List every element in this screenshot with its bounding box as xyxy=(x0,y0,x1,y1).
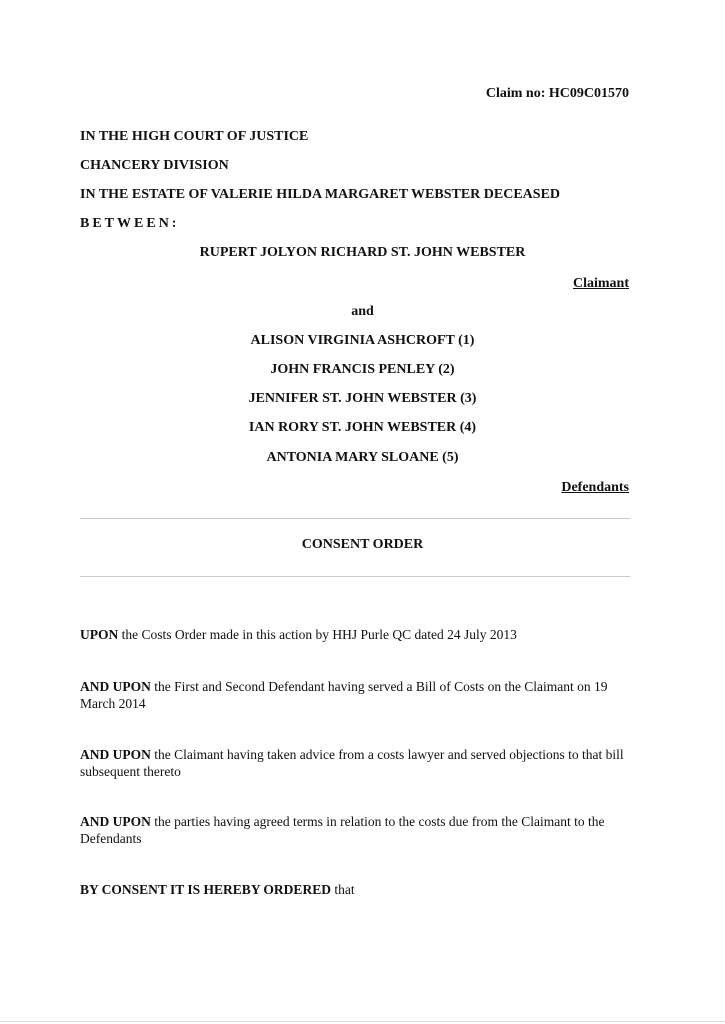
defendant-name: JENNIFER ST. JOHN WEBSTER (3) xyxy=(248,391,477,406)
claimant-role: Claimant xyxy=(573,276,629,291)
order-title: CONSENT ORDER xyxy=(301,537,424,552)
recital-text: the First and Second Defendant having served a Bill of Costs on the Claimant on 19 March 2014 xyxy=(80,679,608,711)
divider-top xyxy=(80,518,630,519)
order-lead: BY CONSENT IT IS HEREBY ORDERED xyxy=(80,882,331,897)
recital-text: the parties having agreed terms in relation to the costs due from the Claimant to the Defendants xyxy=(80,814,605,846)
estate-title: IN THE ESTATE OF VALERIE HILDA MARGARET WEBSTER DECEASED xyxy=(80,187,561,202)
defendants-role: Defendants xyxy=(561,480,629,495)
between-label: BETWEEN: xyxy=(80,216,180,231)
court-name: IN THE HIGH COURT OF JUSTICE xyxy=(80,129,309,144)
recital-text: the Costs Order made in this action by HHJ Purle QC dated 24 July 2013 xyxy=(118,627,517,642)
recital-lead: AND UPON xyxy=(80,747,151,762)
defendant-name: ALISON VIRGINIA ASHCROFT (1) xyxy=(250,333,475,348)
recital-text: the Claimant having taken advice from a costs lawyer and served objections to that bill subsequent thereto xyxy=(80,747,624,779)
recital-lead: AND UPON xyxy=(80,679,151,694)
page-bottom-edge xyxy=(0,1021,725,1022)
claimant-name: RUPERT JOLYON RICHARD ST. JOHN WEBSTER xyxy=(199,245,526,260)
recital-lead: UPON xyxy=(80,627,119,642)
recital-paragraph xyxy=(80,813,636,847)
defendant-name: JOHN FRANCIS PENLEY (2) xyxy=(270,362,455,377)
order-text: that xyxy=(330,882,355,897)
recital-paragraph xyxy=(80,746,636,780)
recital-lead: AND UPON xyxy=(80,814,151,829)
defendant-name: IAN RORY ST. JOHN WEBSTER (4) xyxy=(248,420,477,435)
order-clause xyxy=(80,881,636,898)
and-separator: and xyxy=(351,304,374,319)
divider-bottom xyxy=(80,576,630,577)
recital-paragraph xyxy=(80,678,636,712)
claim-number: Claim no: HC09C01570 xyxy=(485,86,629,101)
defendant-name: ANTONIA MARY SLOANE (5) xyxy=(266,450,459,465)
court-division: CHANCERY DIVISION xyxy=(80,158,229,173)
recital-paragraph xyxy=(80,626,636,643)
